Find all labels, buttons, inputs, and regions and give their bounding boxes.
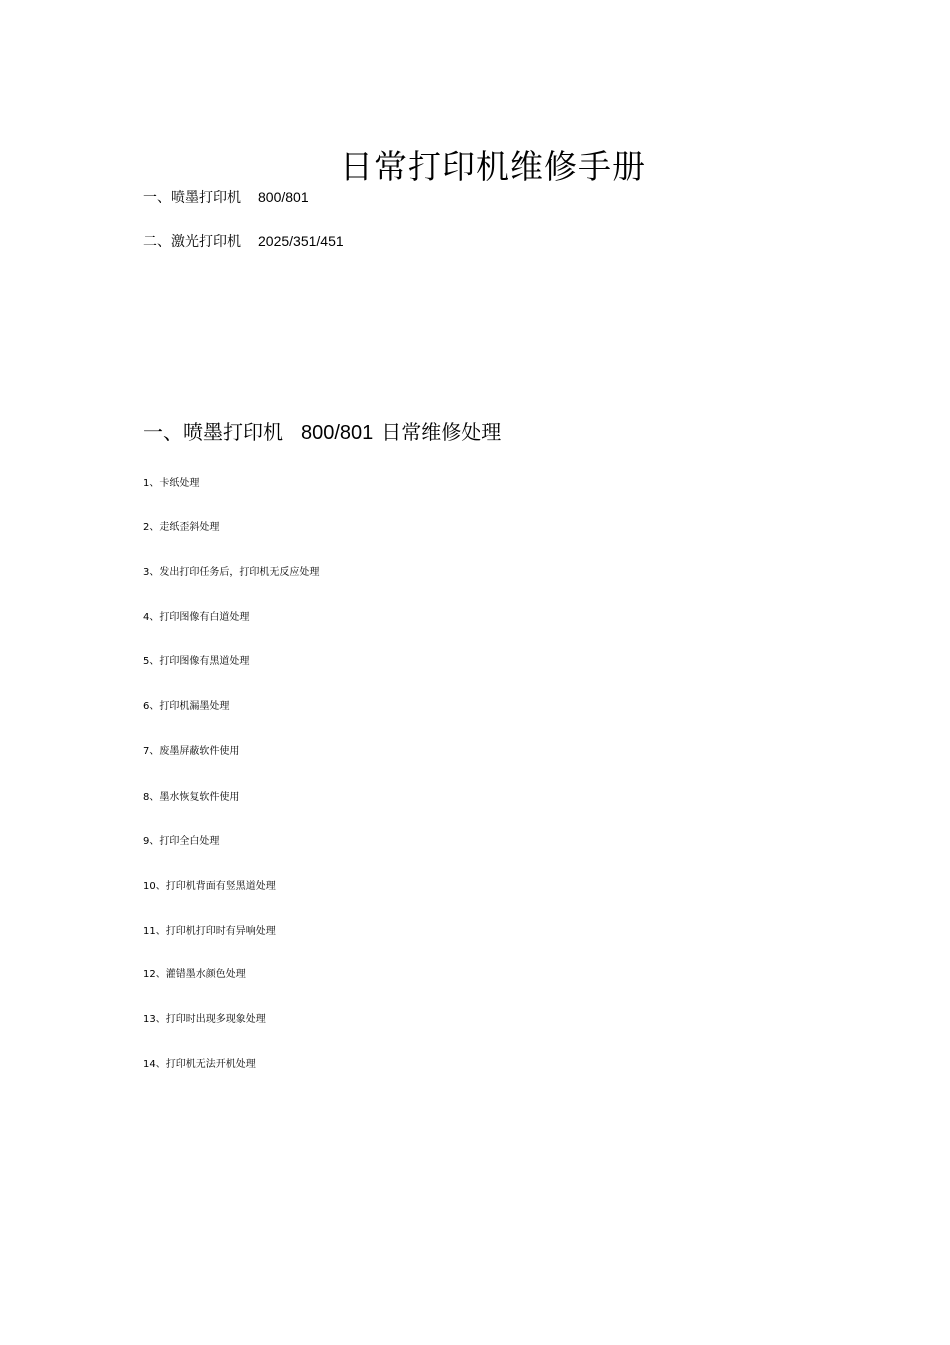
section-heading [143,418,501,447]
toc-line-model: 2025/351/451 [258,233,344,249]
list-item: 12、灌错墨水颜色处理 [143,969,246,980]
toc-line-inkjet [143,187,309,208]
list-item: 2、走纸歪斜处理 [143,522,220,533]
list-item: 3、发出打印任务后，打印机无反应处理 [143,567,320,578]
document-title: 日常打印机维修手册 [340,147,646,187]
section-heading-prefix: 一、喷墨打印机 [143,420,283,444]
toc-line-label: 二、激光打印机 [143,234,241,250]
list-item: 11、打印机打印时有异响处理 [143,926,276,937]
list-item: 14、打印机无法开机处理 [143,1059,256,1070]
toc-line-label: 一、喷墨打印机 [143,190,241,206]
section-heading-suffix: 日常维修处理 [381,420,502,444]
toc-line-model: 800/801 [258,189,309,205]
list-item: 4、打印图像有白道处理 [143,612,250,623]
list-item: 6、打印机漏墨处理 [143,701,230,712]
section-heading-model: 800/801 [301,422,374,444]
list-item: 8、墨水恢复软件使用 [143,792,240,803]
list-item: 9、打印全白处理 [143,836,220,847]
toc-line-laser [143,231,344,252]
list-item: 1、卡纸处理 [143,478,200,489]
list-item: 10、打印机背面有竖黑道处理 [143,881,276,892]
list-item: 7、废墨屏蔽软件使用 [143,746,240,757]
list-item: 13、打印时出现多现象处理 [143,1014,266,1025]
list-item: 5、打印图像有黑道处理 [143,656,250,667]
